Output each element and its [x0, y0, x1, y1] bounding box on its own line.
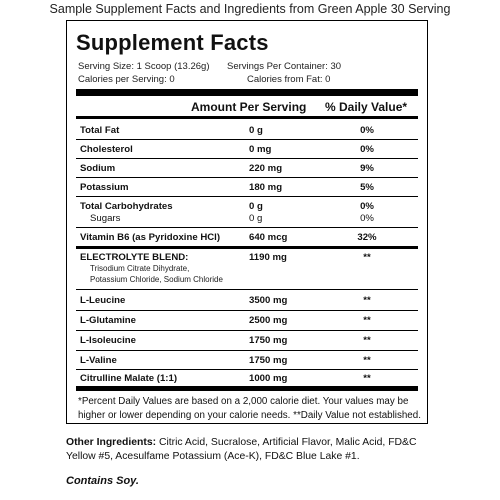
other-ingredients-text: Citric Acid, Sucralose, Artificial Flavor, Malic Acid, FD&C Yellow #5, Acesulfame Potassium (Ace-K), FD&C Blue Lake #1. [66, 437, 417, 462]
servings-per-container: Servings Per Container: 30 [227, 61, 342, 72]
row-dv-electrolyte-blend: ** [363, 252, 371, 263]
row-amount-l-isoleucine: 1750 mg [249, 335, 288, 346]
row-amount-vitamin-b6: 640 mcg [249, 232, 288, 243]
row-divider [76, 289, 418, 290]
electrolyte-ingredients-line-1: Trisodium Citrate Dihydrate, [90, 264, 190, 273]
thick-divider [76, 89, 418, 96]
row-label-electrolyte-blend: ELECTROLYTE BLEND: [80, 252, 189, 263]
row-label-l-glutamine: L-Glutamine [80, 315, 136, 326]
row-dv-citrulline-malate: ** [363, 373, 371, 384]
row-divider [76, 350, 418, 351]
row-amount-total-carbohydrates: 0 g [249, 201, 263, 212]
calories-per-serving: Calories per Serving: 0 [78, 74, 175, 85]
row-label-vitamin-b6: Vitamin B6 (as Pyridoxine HCl) [80, 232, 221, 243]
image-caption: Sample Supplement Facts and Ingredients from Green Apple 30 Serving [49, 2, 451, 16]
row-dv-total-carbohydrates: 0% [360, 201, 374, 212]
row-amount-sodium: 220 mg [249, 163, 283, 174]
row-label-total-fat: Total Fat [80, 125, 120, 136]
row-amount-sugars: 0 g [249, 213, 263, 224]
row-amount-l-leucine: 3500 mg [249, 295, 288, 306]
daily-value-footnote: *Percent Daily Values are based on a 2,000 calorie diet. Your values may be higher or lower depending on your calorie needs. **Daily Value not established. [78, 396, 421, 421]
column-header-daily-value: % Daily Value* [325, 100, 408, 114]
serving-size: Serving Size: 1 Scoop (13.26g) [78, 61, 210, 72]
row-label-sodium: Sodium [80, 163, 116, 174]
row-divider [76, 158, 418, 159]
row-divider [76, 177, 418, 178]
row-amount-citrulline-malate: 1000 mg [249, 373, 288, 384]
row-dv-sugars: 0% [360, 213, 374, 224]
row-amount-potassium: 180 mg [249, 182, 283, 193]
row-dv-sodium: 9% [360, 163, 374, 174]
row-divider [76, 330, 418, 331]
row-label-sugars: Sugars [90, 213, 121, 224]
supplement-facts-panel [66, 20, 428, 424]
row-amount-electrolyte-blend: 1190 mg [249, 252, 287, 263]
row-divider [76, 227, 418, 228]
row-divider [76, 310, 418, 311]
other-ingredients [66, 436, 446, 463]
row-dv-l-valine: ** [363, 355, 371, 366]
panel-title: Supplement Facts [76, 30, 269, 55]
row-amount-cholesterol: 0 mg [249, 144, 272, 155]
section-divider [76, 246, 418, 249]
column-header-amount: Amount Per Serving [191, 100, 307, 114]
row-divider [76, 196, 418, 197]
row-label-l-leucine: L-Leucine [80, 295, 126, 306]
row-dv-potassium: 5% [360, 182, 374, 193]
row-dv-l-isoleucine: ** [363, 335, 371, 346]
row-dv-l-leucine: ** [363, 295, 371, 306]
row-label-l-isoleucine: L-Isoleucine [80, 335, 136, 346]
row-amount-l-glutamine: 2500 mg [249, 315, 288, 326]
calories-from-fat: Calories from Fat: 0 [247, 74, 331, 85]
row-dv-l-glutamine: ** [363, 315, 371, 326]
row-label-l-valine: L-Valine [80, 355, 117, 366]
row-label-citrulline-malate: Citrulline Malate (1:1) [80, 373, 178, 384]
row-dv-cholesterol: 0% [360, 144, 374, 155]
row-label-cholesterol: Cholesterol [80, 144, 133, 155]
row-dv-vitamin-b6: 32% [357, 232, 377, 243]
electrolyte-ingredients-line-2: Potassium Chloride, Sodium Chloride [90, 275, 223, 284]
other-ingredients-label: Other Ingredients: [66, 437, 157, 448]
row-label-total-carbohydrates: Total Carbohydrates [80, 201, 173, 212]
allergen-statement: Contains Soy. [66, 475, 139, 487]
row-divider [76, 139, 418, 140]
footnote-divider [76, 386, 418, 391]
row-dv-total-fat: 0% [360, 125, 374, 136]
header-divider [76, 116, 418, 119]
row-amount-l-valine: 1750 mg [249, 355, 288, 366]
row-divider [76, 369, 418, 370]
row-label-potassium: Potassium [80, 182, 129, 193]
row-amount-total-fat: 0 g [249, 125, 263, 136]
